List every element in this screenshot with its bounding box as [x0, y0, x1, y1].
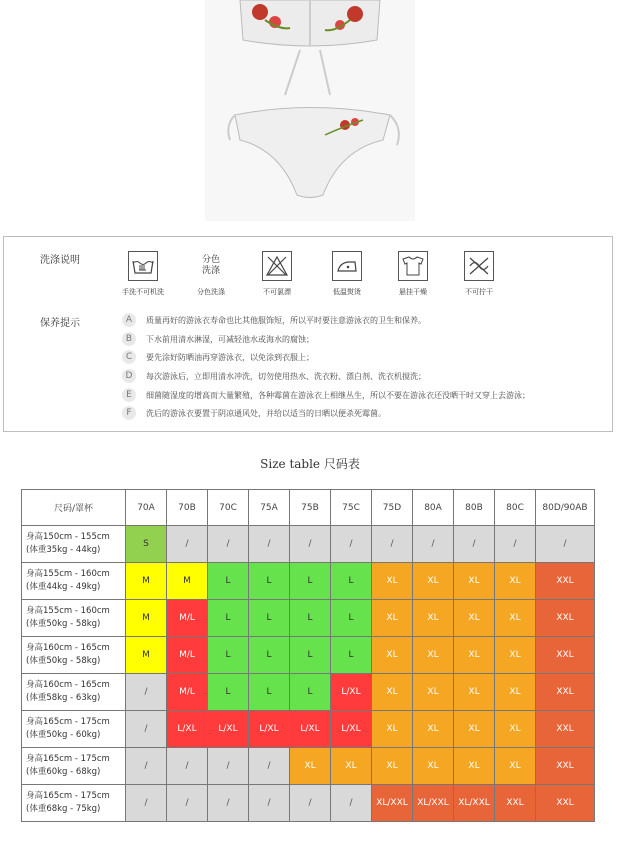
size-cell: / — [126, 748, 167, 785]
size-cell: XL/XXL — [454, 785, 495, 822]
column-header: 75A — [249, 490, 290, 526]
wash-item-hang-dry — [382, 251, 444, 297]
size-table-title: Size table 尺码表 — [260, 457, 360, 471]
row-label — [22, 563, 126, 600]
row-weight-range: (体重44kg - 49kg) — [26, 582, 101, 592]
size-table-body — [22, 526, 595, 822]
column-header: 75C — [331, 490, 372, 526]
table-row — [22, 711, 595, 748]
row-label — [22, 748, 126, 785]
row-weight-range: (体重50kg - 60kg) — [26, 730, 101, 740]
row-label — [22, 674, 126, 711]
size-cell: XL — [290, 748, 331, 785]
size-cell: XL — [454, 748, 495, 785]
row-label — [22, 785, 126, 822]
row-height-range: 身高165cm - 175cm — [26, 791, 110, 801]
size-cell: XL/XXL — [413, 785, 454, 822]
size-cell: / — [126, 785, 167, 822]
size-cell: XL — [413, 563, 454, 600]
care-instructions-panel — [3, 236, 613, 432]
separate-wash-symbol: 分色 洗涤 — [201, 255, 220, 276]
size-cell: XXL — [536, 674, 595, 711]
table-row — [22, 526, 595, 563]
table-row — [22, 785, 595, 822]
size-cell: L/XL — [167, 711, 208, 748]
wash-item-no-bleach — [246, 251, 308, 297]
size-cell: XL — [454, 600, 495, 637]
size-cell: L — [249, 674, 290, 711]
size-cell: XL — [413, 748, 454, 785]
size-cell: XL — [495, 563, 536, 600]
tip-letter: E — [122, 388, 136, 402]
size-cell: / — [167, 526, 208, 563]
row-weight-range: (体重35kg - 44kg) — [26, 545, 101, 555]
size-cell: XL — [413, 600, 454, 637]
tip-letter: C — [122, 350, 136, 364]
tip-letter: D — [122, 369, 136, 383]
size-cell: L/XL — [331, 711, 372, 748]
tip-item — [122, 404, 386, 422]
size-cell: M — [126, 637, 167, 674]
size-cell: L — [290, 563, 331, 600]
tip-text: 下水前用清水淋湿，可减轻池水或海水的腐蚀； — [146, 334, 314, 344]
size-cell: / — [249, 748, 290, 785]
column-header: 70C — [208, 490, 249, 526]
size-cell: / — [249, 526, 290, 563]
table-row — [22, 637, 595, 674]
wash-item-separate — [180, 251, 242, 297]
row-height-range: 身高150cm - 155cm — [26, 532, 110, 542]
no-wring-icon — [464, 251, 494, 281]
size-cell: L — [290, 674, 331, 711]
size-cell: XL — [495, 748, 536, 785]
size-cell: XL — [454, 711, 495, 748]
size-cell: / — [126, 711, 167, 748]
size-cell: / — [454, 526, 495, 563]
size-cell: / — [208, 785, 249, 822]
size-cell: L/XL — [249, 711, 290, 748]
column-header: 80B — [454, 490, 495, 526]
tip-letter: F — [122, 406, 136, 420]
wash-item-no-wring — [448, 251, 510, 297]
size-cell: XL — [495, 711, 536, 748]
table-row — [22, 748, 595, 785]
row-height-range: 身高165cm - 175cm — [26, 754, 110, 764]
column-header: 75B — [290, 490, 331, 526]
tip-text: 洗后的游泳衣要置于阴凉通风处，并给以适当的日晒以便杀死霉菌。 — [146, 408, 386, 418]
column-header: 70A — [126, 490, 167, 526]
size-cell: / — [495, 526, 536, 563]
size-cell: XXL — [536, 637, 595, 674]
row-label — [22, 600, 126, 637]
no-bleach-icon — [262, 251, 292, 281]
hang-dry-icon — [398, 251, 428, 281]
size-table — [21, 489, 595, 822]
row-label — [22, 526, 126, 563]
size-cell: XXL — [495, 785, 536, 822]
row-label — [22, 711, 126, 748]
size-cell: XXL — [536, 711, 595, 748]
tip-text: 质量再好的游泳衣寿命也比其他服饰短，所以平时要注意游泳衣的卫生和保养。 — [146, 315, 426, 325]
column-header: 80D/90AB — [536, 490, 595, 526]
tip-item — [122, 330, 314, 348]
size-cell: / — [331, 785, 372, 822]
hand-wash-icon — [128, 251, 158, 281]
size-cell: L/XL — [290, 711, 331, 748]
wash-item-low-iron — [316, 251, 378, 297]
tip-item — [122, 386, 530, 404]
size-cell: / — [167, 748, 208, 785]
wash-instructions-label: 洗涤说明 — [40, 255, 80, 266]
row-height-range: 身高165cm - 175cm — [26, 717, 110, 727]
tip-letter: A — [122, 313, 136, 327]
tip-text: 细菌随湿度的增高而大量繁殖，各种霉菌在游泳衣上相继丛生，所以不要在游泳衣还没晒干时又穿上去游泳； — [146, 390, 530, 400]
table-row — [22, 674, 595, 711]
size-cell: L — [331, 637, 372, 674]
size-cell: XL — [454, 637, 495, 674]
size-cell: XL — [413, 674, 454, 711]
tip-item — [122, 348, 314, 366]
size-cell: L — [249, 600, 290, 637]
size-cell: XXL — [536, 785, 595, 822]
size-cell: XL — [495, 637, 536, 674]
size-cell: L — [290, 600, 331, 637]
wash-caption: 不可拧干 — [465, 288, 493, 296]
size-cell: / — [413, 526, 454, 563]
column-header: 70B — [167, 490, 208, 526]
size-cell: XL — [331, 748, 372, 785]
size-cell: M/L — [167, 600, 208, 637]
row-height-range: 身高155cm - 160cm — [26, 569, 110, 579]
column-header: 80C — [495, 490, 536, 526]
size-cell: / — [167, 785, 208, 822]
size-cell: XL — [372, 674, 413, 711]
wash-caption: 手洗不可机洗 — [122, 288, 164, 296]
size-cell: XXL — [536, 600, 595, 637]
table-row — [22, 563, 595, 600]
size-cell: L — [249, 637, 290, 674]
column-header: 75D — [372, 490, 413, 526]
separate-wash-icon — [196, 251, 226, 281]
size-cell: XL — [372, 711, 413, 748]
tip-letter: B — [122, 332, 136, 346]
row-weight-range: (体重68kg - 75kg) — [26, 804, 101, 814]
size-cell: / — [331, 526, 372, 563]
size-cell: L/XL — [208, 711, 249, 748]
row-weight-range: (体重50kg - 58kg) — [26, 656, 101, 666]
row-height-range: 身高160cm - 165cm — [26, 680, 110, 690]
tip-text: 要先涂好防晒油再穿游泳衣，以免涂到衣服上； — [146, 352, 314, 362]
size-cell: L — [208, 563, 249, 600]
corner-header: 尺码/罩杯 — [22, 490, 126, 526]
size-cell: XL/XXL — [372, 785, 413, 822]
size-cell: / — [290, 526, 331, 563]
size-cell: / — [290, 785, 331, 822]
size-cell: / — [208, 748, 249, 785]
row-weight-range: (体重60kg - 68kg) — [26, 767, 101, 777]
size-cell: L — [331, 600, 372, 637]
tip-item — [122, 311, 426, 329]
wash-caption: 低温熨烫 — [333, 288, 361, 296]
wash-caption: 悬挂干燥 — [399, 288, 427, 296]
size-cell: / — [372, 526, 413, 563]
size-cell: M — [167, 563, 208, 600]
size-cell: XL — [454, 674, 495, 711]
size-cell: S — [126, 526, 167, 563]
size-cell: M — [126, 600, 167, 637]
low-temp-iron-icon — [332, 251, 362, 281]
size-cell: XL — [454, 563, 495, 600]
row-height-range: 身高155cm - 160cm — [26, 606, 110, 616]
tip-item — [122, 367, 426, 385]
size-cell: XXL — [536, 748, 595, 785]
row-height-range: 身高160cm - 165cm — [26, 643, 110, 653]
size-cell: L — [290, 637, 331, 674]
size-table-header-row — [22, 490, 595, 526]
column-header: 80A — [413, 490, 454, 526]
size-cell: XL — [495, 600, 536, 637]
size-cell: XL — [372, 563, 413, 600]
size-cell: L — [208, 600, 249, 637]
size-cell: XL — [495, 674, 536, 711]
size-cell: XL — [413, 711, 454, 748]
size-cell: M — [126, 563, 167, 600]
size-cell: L/XL — [331, 674, 372, 711]
size-cell: L — [331, 563, 372, 600]
wash-caption: 分色洗涤 — [197, 288, 225, 296]
size-cell: XXL — [536, 563, 595, 600]
size-cell: / — [126, 674, 167, 711]
size-cell: / — [208, 526, 249, 563]
size-cell: XL — [413, 637, 454, 674]
size-cell: M/L — [167, 674, 208, 711]
size-cell: XL — [372, 637, 413, 674]
row-weight-range: (体重50kg - 58kg) — [26, 619, 101, 629]
size-cell: XL — [372, 600, 413, 637]
tip-text: 每次游泳后，立即用清水冲洗，切勿使用热水、洗衣粉、漂白剂、洗衣机搅洗； — [146, 371, 426, 381]
row-weight-range: (体重58kg - 63kg) — [26, 693, 101, 703]
size-cell: XL — [372, 748, 413, 785]
size-cell: L — [208, 637, 249, 674]
table-row — [22, 600, 595, 637]
wash-caption: 不可氯漂 — [263, 288, 291, 296]
size-cell: L — [208, 674, 249, 711]
size-cell: L — [249, 563, 290, 600]
product-photo — [205, 0, 415, 221]
size-cell: / — [249, 785, 290, 822]
size-cell: / — [536, 526, 595, 563]
row-label — [22, 637, 126, 674]
maintenance-tips-label: 保养提示 — [40, 318, 80, 329]
size-cell: M/L — [167, 637, 208, 674]
wash-item-hand-wash — [112, 251, 174, 297]
